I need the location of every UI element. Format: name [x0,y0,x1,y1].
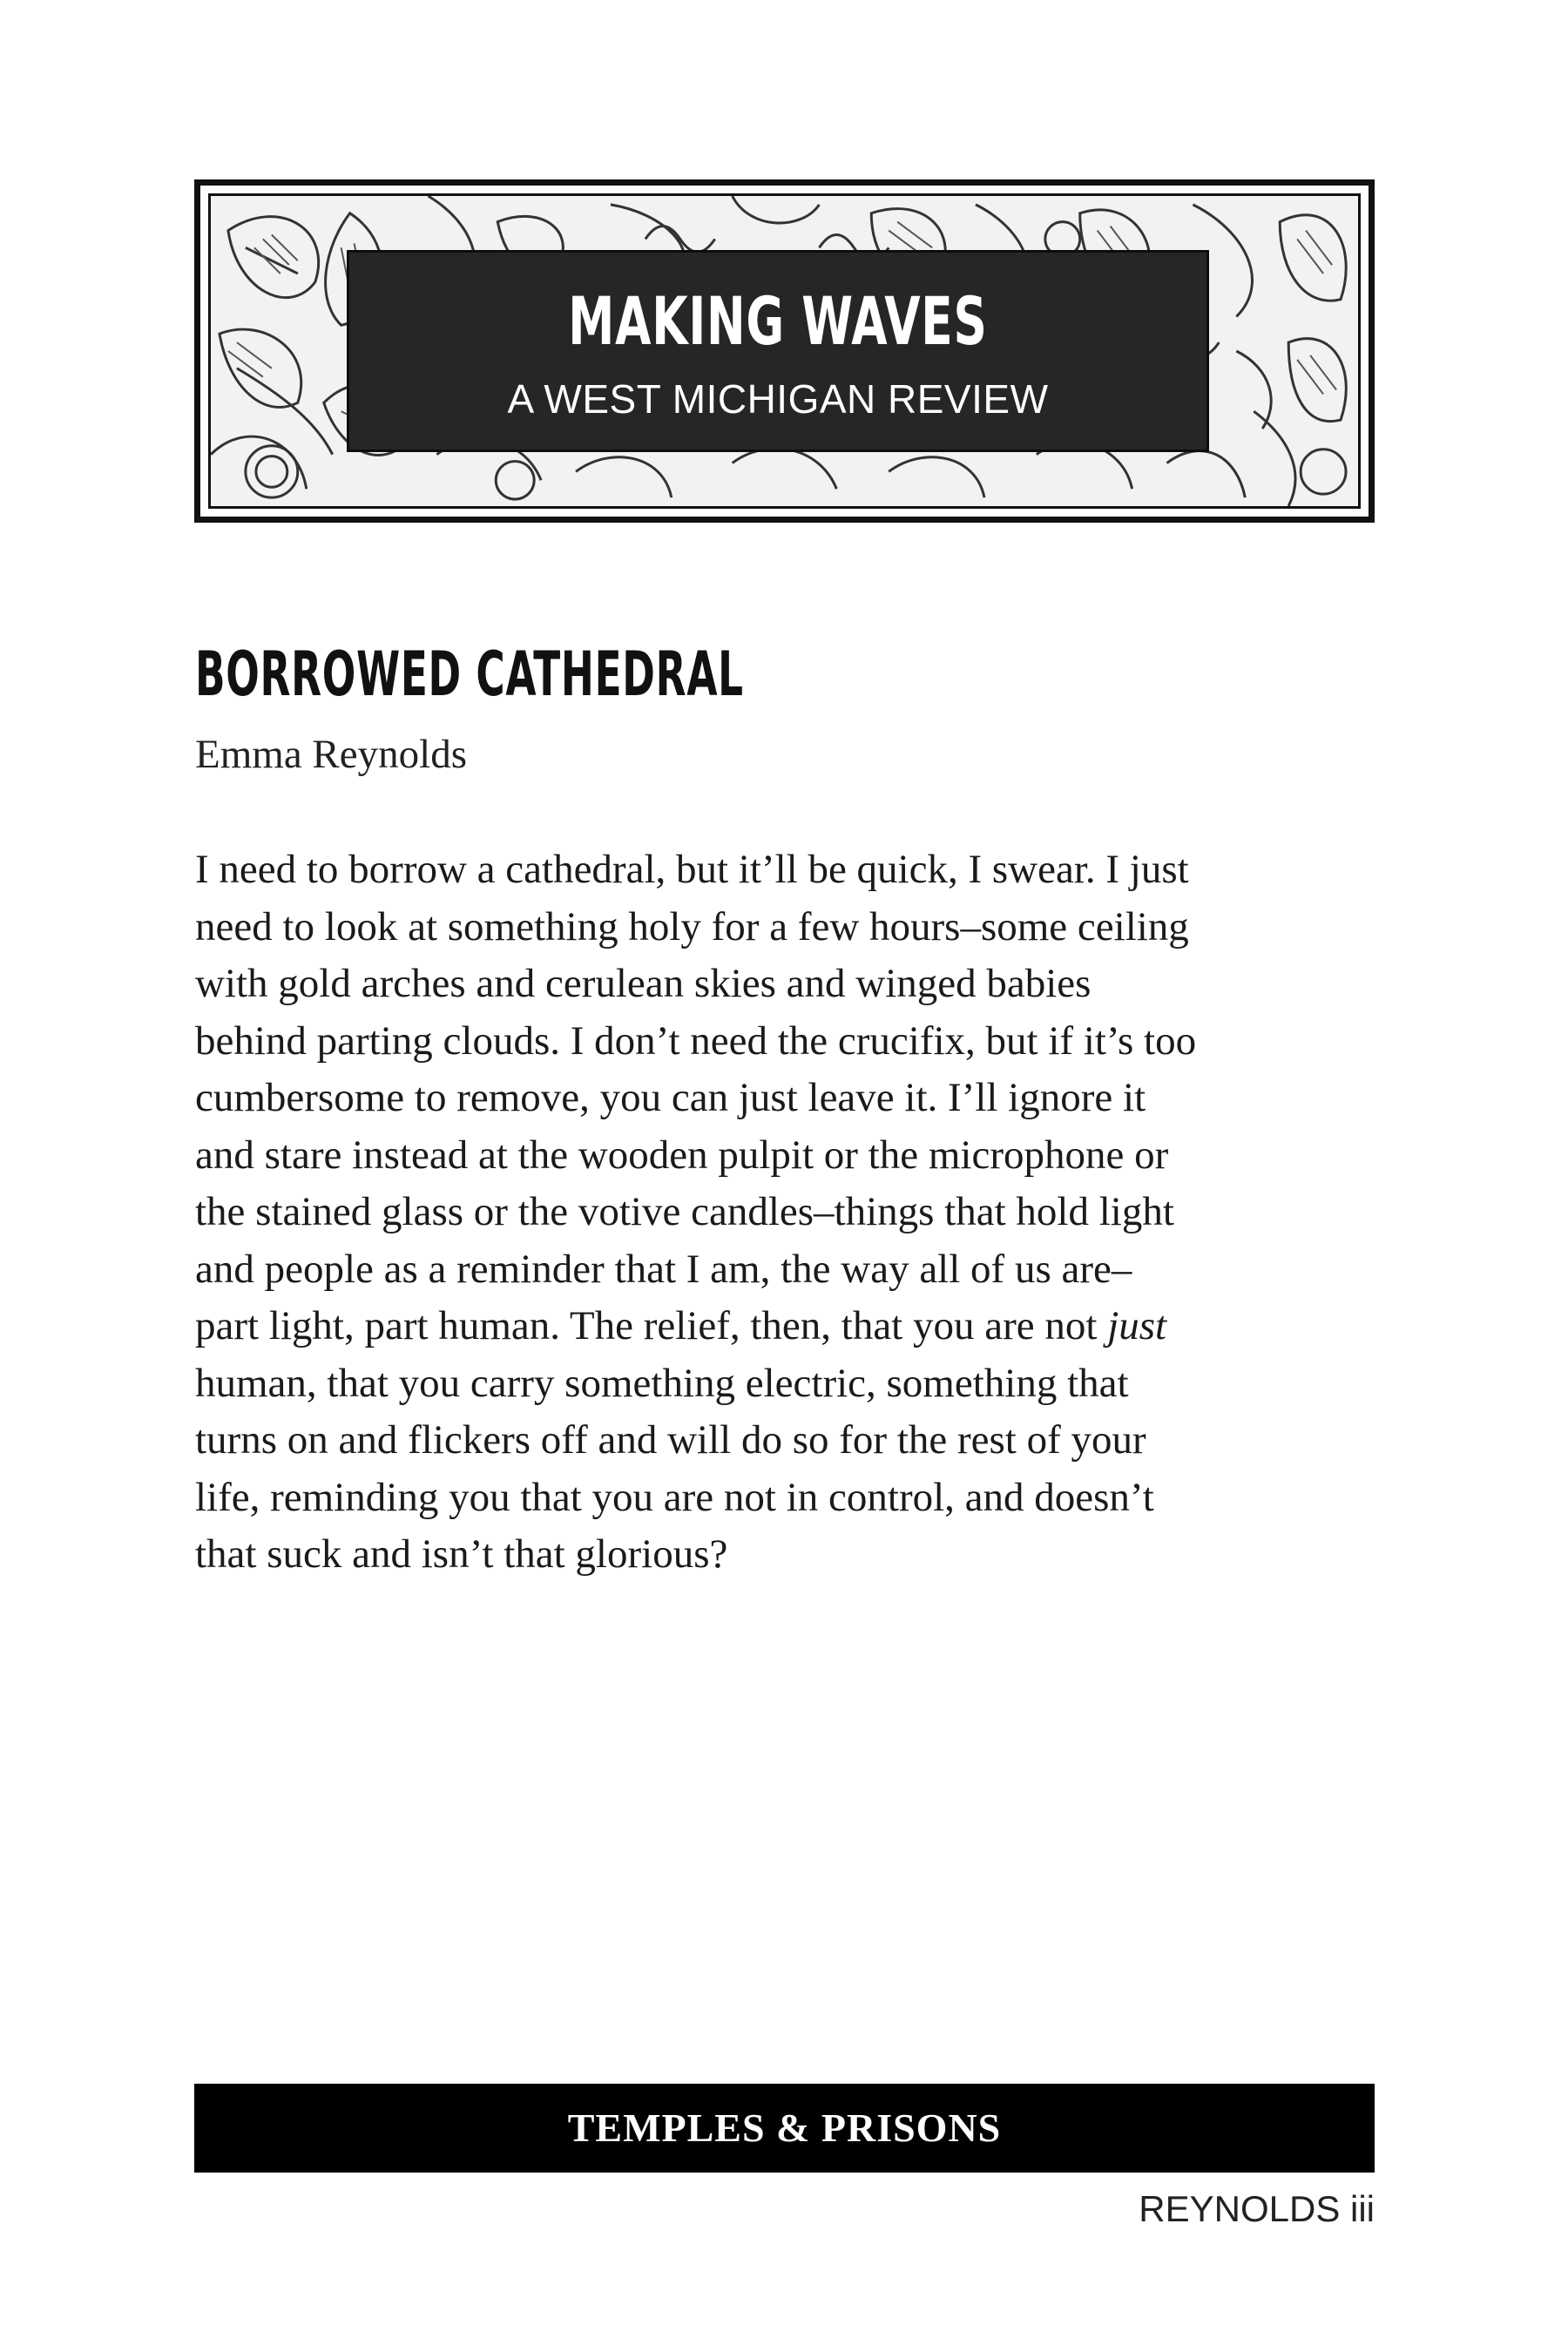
article-title: BORROWED CATHEDRAL [195,639,744,710]
body-line-with-emphasis [195,1298,1380,1355]
body-line: and stare instead at the wooden pulpit or the microphone or [195,1132,1169,1178]
section-title-bar: TEMPLES & PRISONS [194,2084,1375,2173]
body-line-text: part light, part human. The relief, then, that you are not [195,1303,1108,1348]
body-line: I need to borrow a cathedral, but it’ll be quick, I swear. I just [195,847,1189,892]
body-line: with gold arches and cerulean skies and winged babies [195,961,1092,1006]
emphasis-word: just [1107,1303,1167,1348]
body-line: that suck and isn’t that glorious? [195,1531,728,1577]
body-line: turns on and flickers off and will do so for the rest of your [195,1417,1146,1463]
body-line: and people as a reminder that I am, the way all of us are– [195,1246,1132,1292]
body-line: human, that you carry something electric, something that [195,1360,1129,1406]
body-line: the stained glass or the votive candles–things that hold light [195,1189,1174,1234]
article-author: Emma Reynolds [195,732,467,777]
body-line: need to look at something holy for a few hours–some ceiling [195,903,1189,950]
article-body [195,841,1380,1584]
banner-title-box [347,250,1209,452]
page-number: REYNOLDS iii [1139,2188,1375,2229]
journal-title: MAKING WAVES [568,282,988,360]
body-line: life, reminding you that you are not in control, and doesn’t [195,1474,1154,1520]
body-line: cumbersome to remove, you can just leave it. I’ll ignore it [195,1075,1146,1120]
body-line: behind parting clouds. I don’t need the crucifix, but if it’s too [195,1017,1197,1064]
journal-subtitle: A WEST MICHIGAN REVIEW [507,376,1049,422]
